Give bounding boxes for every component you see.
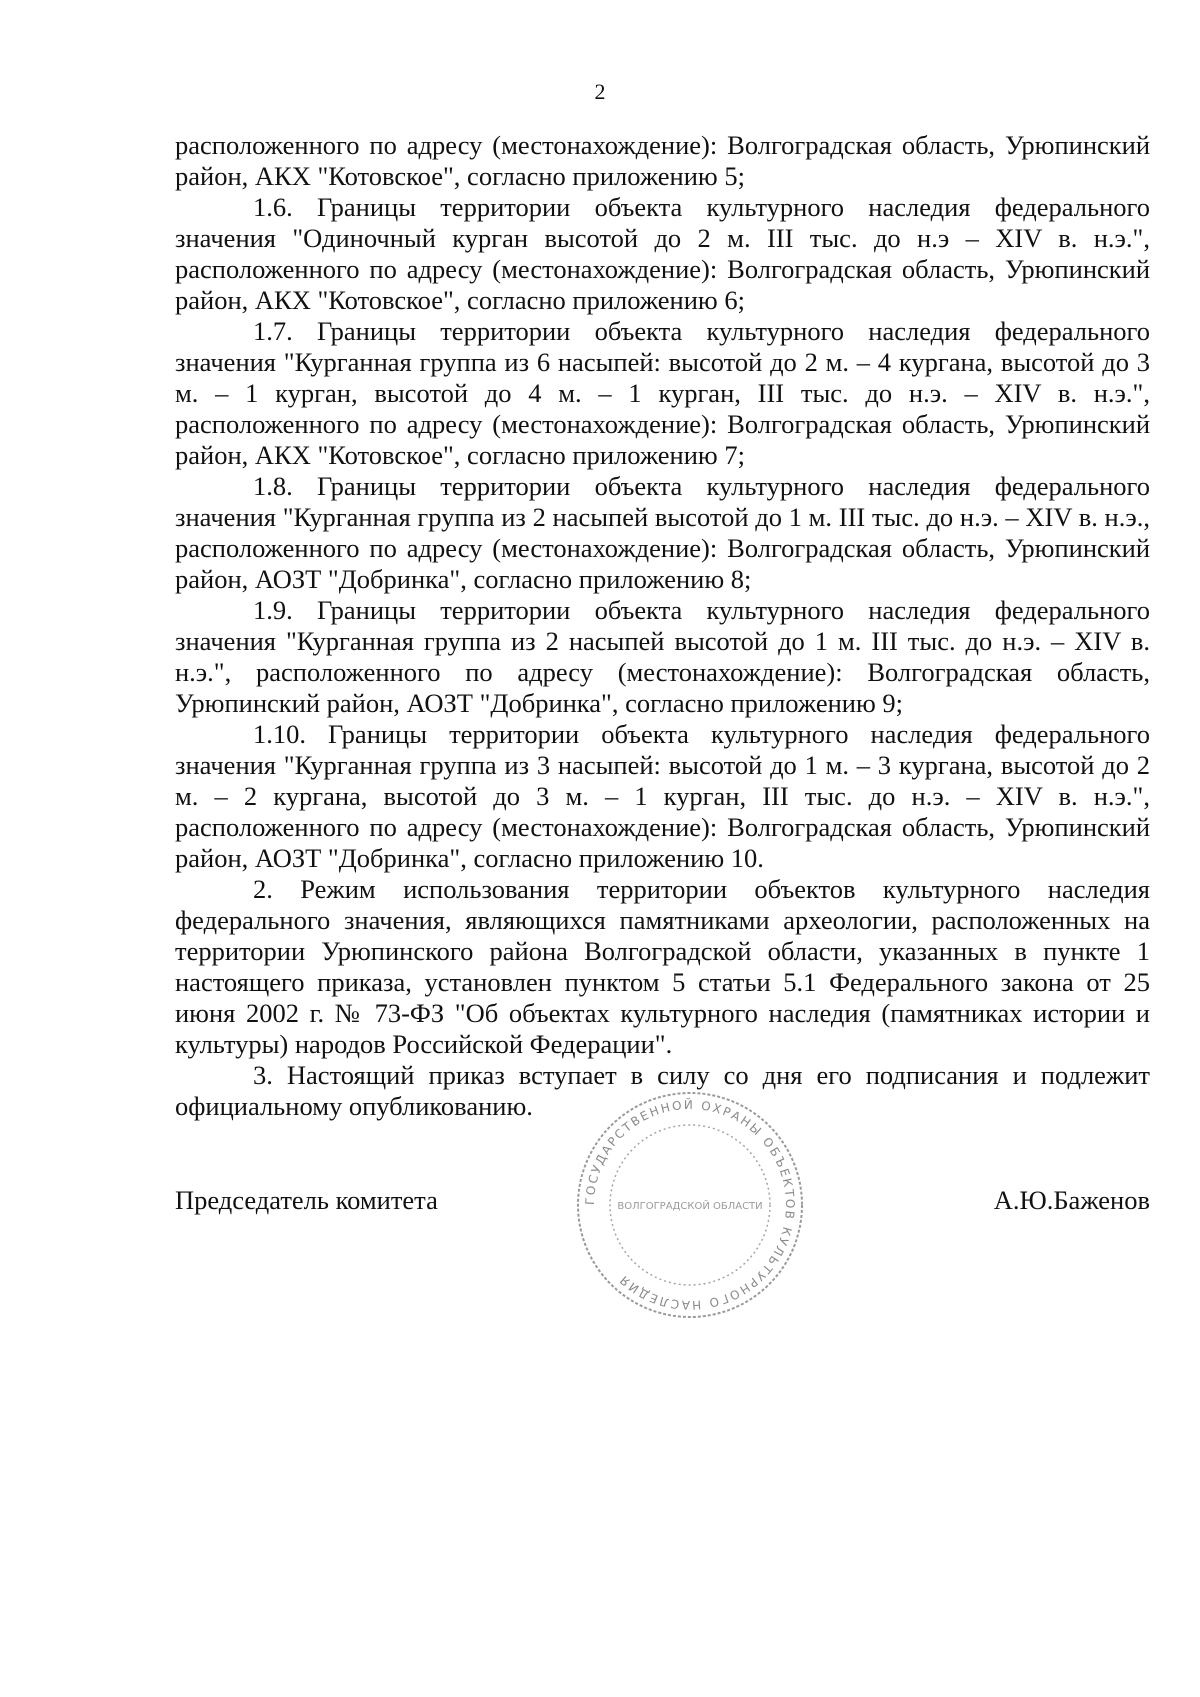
signatory-title: Председатель комитета: [175, 1185, 438, 1215]
paragraph-3: 3. Настоящий приказ вступает в силу со дня его подписания и подлежит официальному опубликованию.: [175, 1060, 1150, 1121]
paragraph-1-10: 1.10. Границы территории объекта культурного наследия федерального значения "Курганная группа из 3 насыпей: высотой до 1 м. – 3 кургана, высотой до 2 м. – 2 кургана, высотой до 3 м. – 1 курган, III тыс. до н.э. – XIV в. н.э.", расположенного по адресу (местонахождение): Волгоградская область, Урюпинский район, АОЗТ "Добринка", согласно приложению 10.: [175, 719, 1150, 873]
paragraph-1-7: 1.7. Границы территории объекта культурного наследия федерального значения "Курганная группа из 6 насыпей: высотой до 2 м. – 4 кургана, высотой до 3 м. – 1 курган, высотой до 4 м. – 1 курган, III тыс. до н.э. – XIV в. н.э.", расположенного по адресу (местонахождение): Волгоградская область, Урюпинский район, АКХ "Котовское", согласно приложению 7;: [175, 316, 1150, 470]
paragraph-1-9: 1.9. Границы территории объекта культурного наследия федерального значения "Курганная группа из 2 насыпей высотой до 1 м. III тыс. до н.э. – XIV в. н.э.", расположенного по адресу (местонахождение): Волгоградская область, Урюпинский район, АОЗТ "Добринка", согласно приложению 9;: [175, 595, 1150, 718]
paragraph-continuation: расположенного по адресу (местонахождение): Волгоградская область, Урюпинский район, АКХ "Котовское", согласно приложению 5;: [175, 130, 1150, 191]
document-body: [175, 130, 1150, 1122]
seal-center-text: ВОЛГОГРАДСКОЙ ОБЛАСТИ: [617, 1201, 763, 1212]
paragraph-2: 2. Режим использования территории объектов культурного наследия федерального значения, являющихся памятниками археологии, расположенных на территории Урюпинского района Волгоградской области, указанных в пункте 1 настоящего приказа, установлен пунктом 5 статьи 5.1 Федерального закона от 25 июня 2002 г. № 73-ФЗ "Об объектах культурного наследия (памятниках истории и культуры) народов Российской Федерации".: [175, 874, 1150, 1059]
paragraph-1-6: 1.6. Границы территории объекта культурного наследия федерального значения "Одиночный курган высотой до 2 м. III тыс. до н.э – XIV в. н.э.", расположенного по адресу (местонахождение): Волгоградская область, Урюпинский район, АКХ "Котовское", согласно приложению 6;: [175, 192, 1150, 315]
page-number: 2: [594, 79, 606, 104]
signatory-name: А.Ю.Баженов: [993, 1185, 1150, 1215]
paragraph-1-8: 1.8. Границы территории объекта культурного наследия федерального значения "Курганная группа из 2 насыпей высотой до 1 м. III тыс. до н.э. – XIV в. н.э., расположенного по адресу (местонахождение): Волгоградская область, Урюпинский район, АОЗТ "Добринка", согласно приложению 8;: [175, 471, 1150, 594]
signature-block: [175, 1185, 1150, 1225]
seal-outer-text: ГОСУДАРСТВЕННОЙ ОХРАНЫ ОБЪЕКТОВ КУЛЬТУРНОГО НАСЛЕДИЯ: [582, 1097, 798, 1313]
